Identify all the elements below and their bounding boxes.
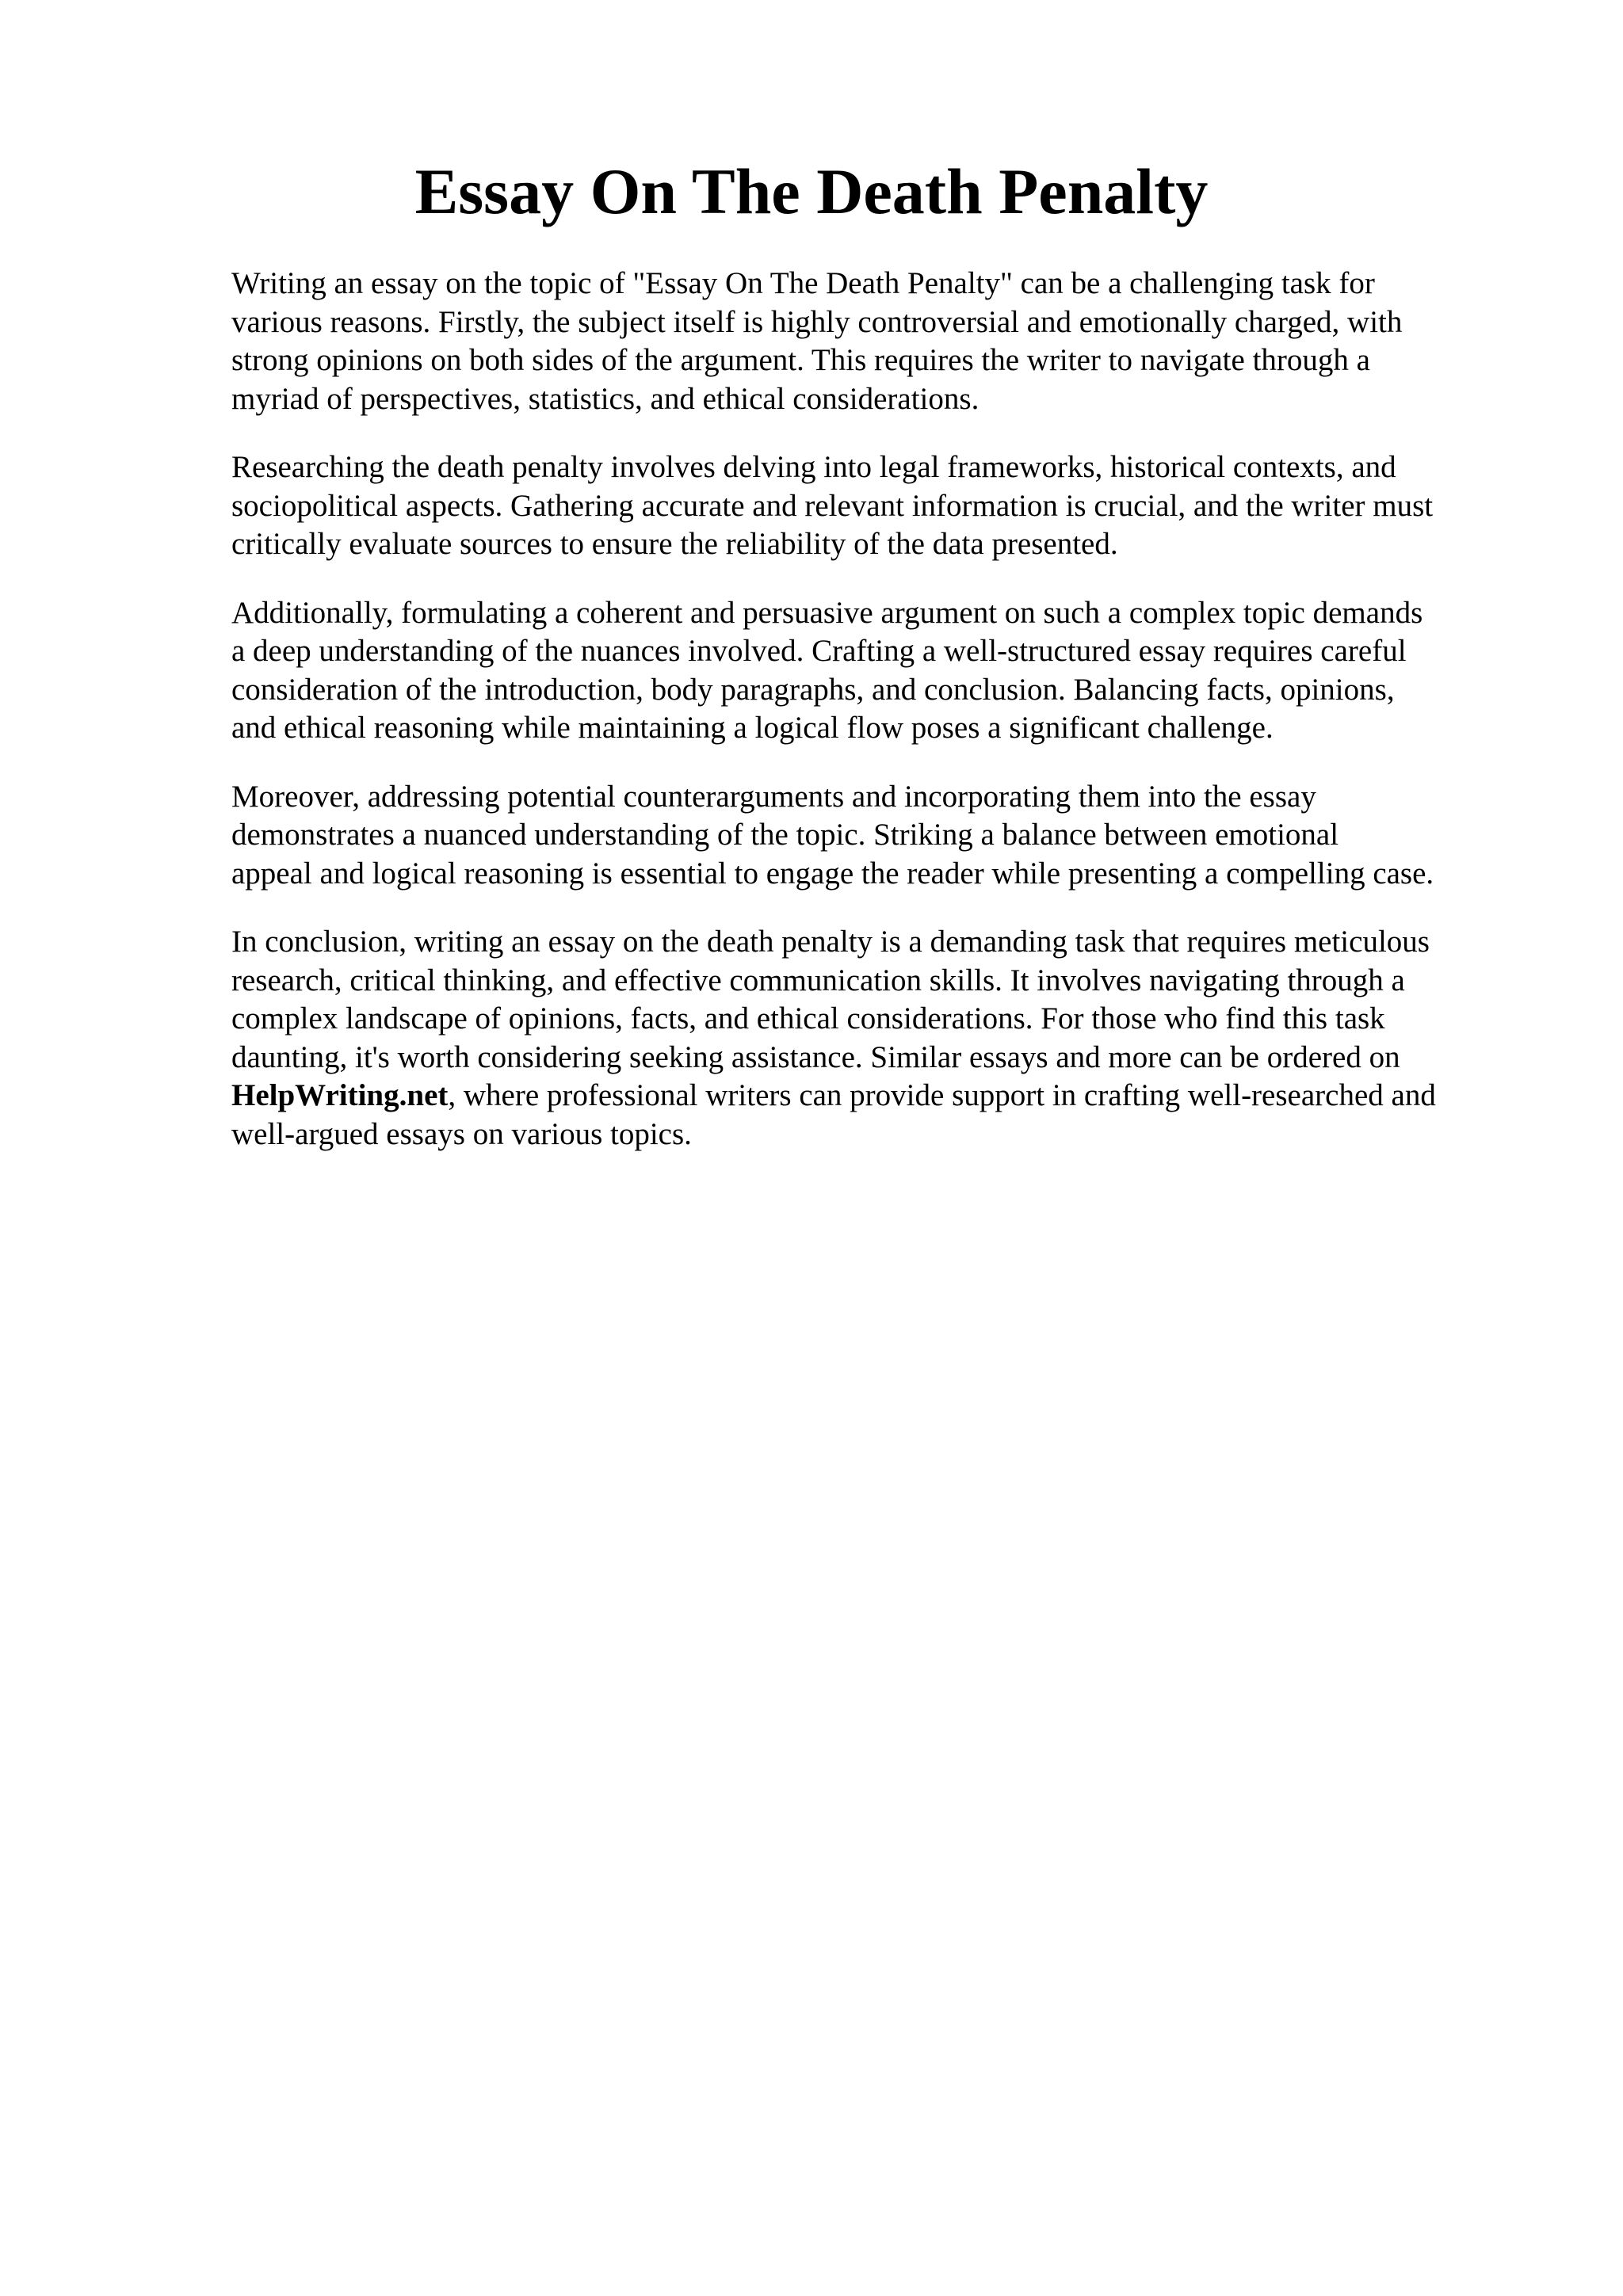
text-line: Writing an essay on the topic of "Essay On The Death Penalty" can be a challenging task for: [231, 266, 1375, 300]
text-line: demonstrates a nuanced understanding of the topic. Striking a balance between emotional: [231, 818, 1339, 852]
brand-name: HelpWriting.net: [231, 1078, 449, 1112]
text-line: sociopolitical aspects. Gathering accurate and relevant information is crucial, and the writer must: [231, 488, 1434, 523]
text-line: and ethical reasoning while maintaining a logical flow poses a significant challenge.: [231, 711, 1274, 745]
brand-trailing-text: , where professional writers can provide support in crafting well-researched and: [448, 1078, 1436, 1112]
text-line: critically evaluate sources to ensure the reliability of the data presented.: [231, 527, 1118, 561]
text-line: research, critical thinking, and effective communication skills. It involves navigating through a: [231, 963, 1405, 997]
text-line: daunting, it's worth considering seeking assistance. Similar essays and more can be ordered on: [231, 1039, 1400, 1074]
text-line: Moreover, addressing potential counterarguments and incorporating them into the essay: [231, 779, 1316, 814]
text-line: strong opinions on both sides of the argument. This requires the writer to navigate through a: [231, 343, 1370, 377]
text-line: In conclusion, writing an essay on the death penalty is a demanding task that requires meticulous: [231, 925, 1430, 959]
text-line: complex landscape of opinions, facts, and ethical considerations. For those who find this task: [231, 1001, 1385, 1035]
text-line: consideration of the introduction, body paragraphs, and conclusion. Balancing facts, opinions,: [231, 672, 1395, 707]
text-line: myriad of perspectives, statistics, and ethical considerations.: [231, 381, 980, 416]
page-title: Essay On The Death Penalty: [414, 155, 1209, 227]
essay-body: [231, 265, 1531, 1184]
text-line-with-brand: [231, 1077, 1531, 1116]
paragraph-5: [231, 923, 1531, 1154]
text-line: various reasons. Firstly, the subject itself is highly controversial and emotionally charged, with: [231, 304, 1403, 339]
paragraph-4: [231, 778, 1531, 894]
paragraph-2: [231, 448, 1531, 564]
text-line: Researching the death penalty involves delving into legal frameworks, historical contexts, and: [231, 450, 1396, 484]
paragraph-3: [231, 594, 1531, 748]
paragraph-1: [231, 265, 1531, 418]
text-line: a deep understanding of the nuances involved. Crafting a well-structured essay requires careful: [231, 634, 1407, 668]
text-line: Additionally, formulating a coherent and persuasive argument on such a complex topic demands: [231, 595, 1423, 630]
text-line: well-argued essays on various topics.: [231, 1116, 692, 1151]
text-line: appeal and logical reasoning is essential to engage the reader while presenting a compelling case.: [231, 856, 1434, 891]
